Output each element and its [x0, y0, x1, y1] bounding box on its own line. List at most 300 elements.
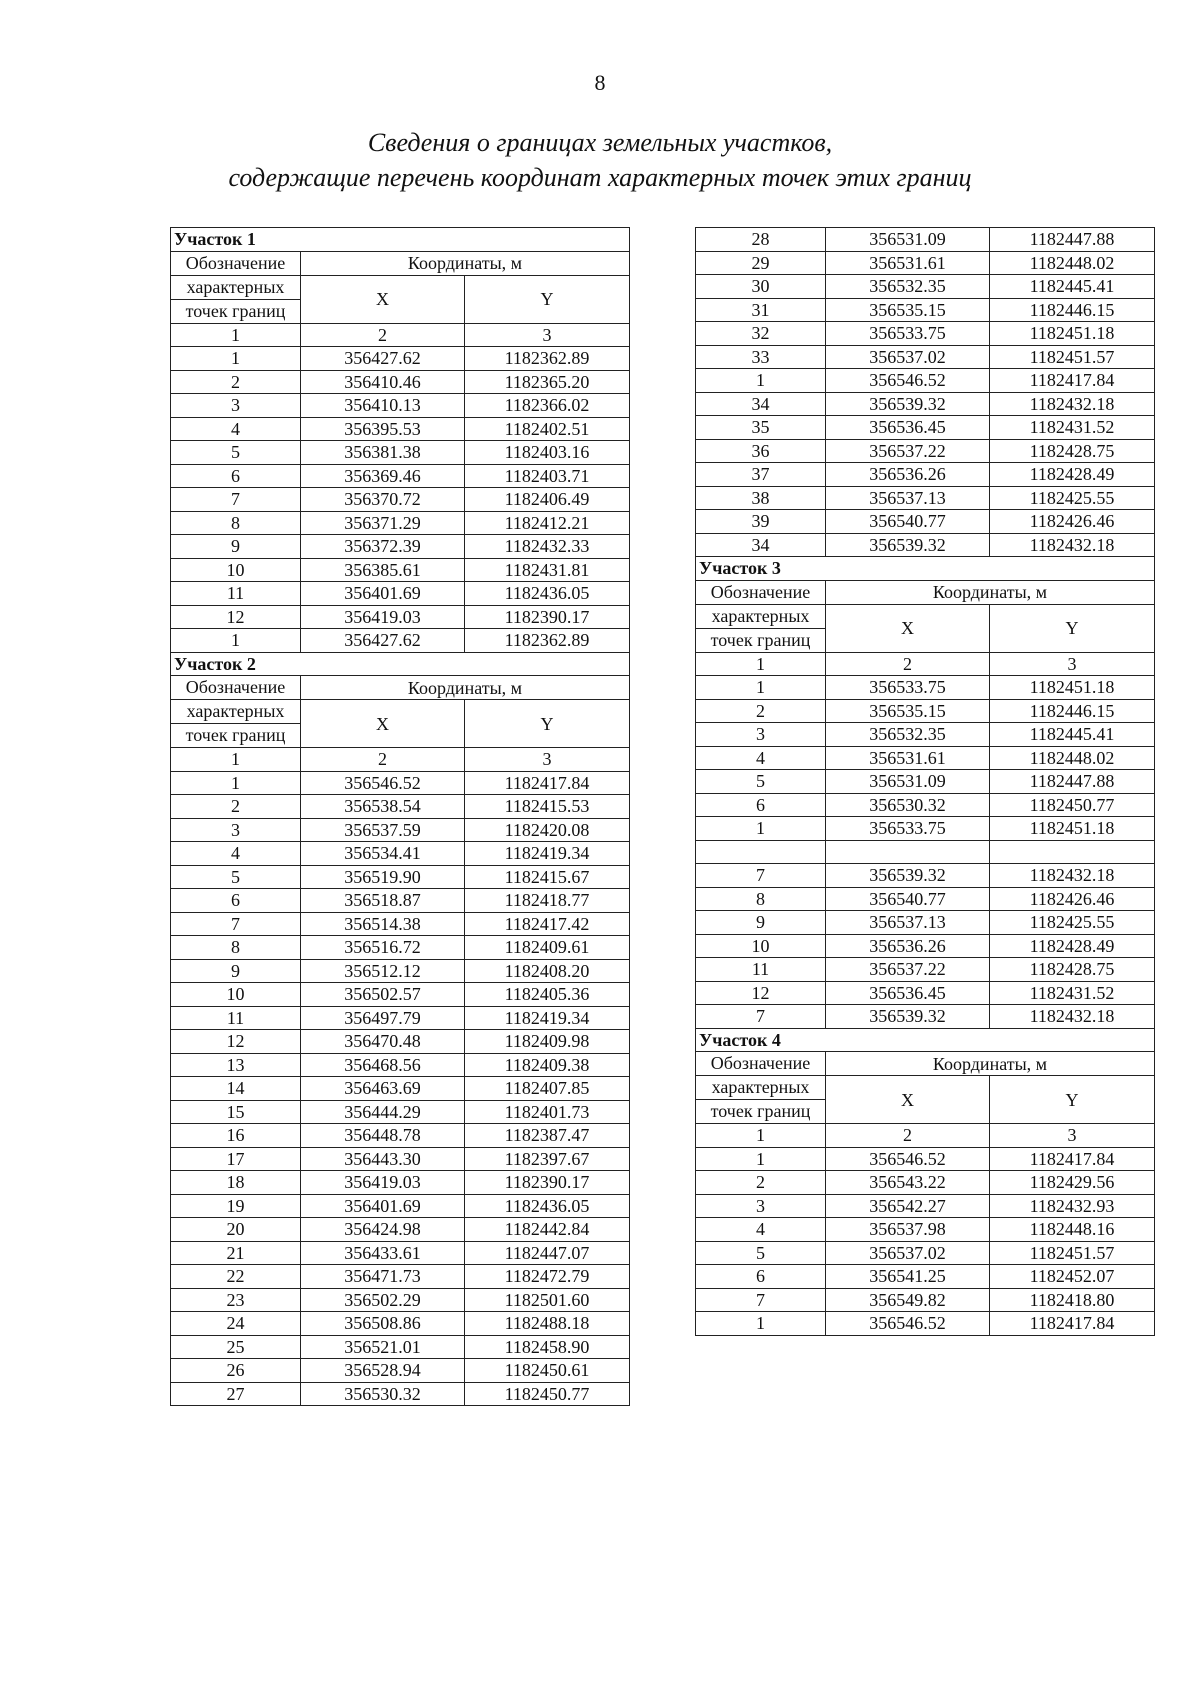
- table-row: [696, 228, 1155, 252]
- y-coordinate-cell: 1182417.42: [465, 912, 630, 936]
- x-coordinate-cell: 356516.72: [301, 936, 465, 960]
- table-row: [696, 746, 1155, 770]
- x-column-header: X: [301, 275, 465, 323]
- point-number-cell: 20: [171, 1218, 301, 1242]
- point-number-cell: 39: [696, 510, 826, 534]
- section-row: [171, 228, 630, 252]
- y-coordinate-cell: 1182362.89: [465, 629, 630, 653]
- x-coordinate-cell: 356433.61: [301, 1241, 465, 1265]
- x-coordinate-cell: 356468.56: [301, 1053, 465, 1077]
- point-number-cell: 22: [171, 1265, 301, 1289]
- x-coordinate-cell: 356543.22: [826, 1171, 990, 1195]
- x-coordinate-cell: 356424.98: [301, 1218, 465, 1242]
- y-coordinate-cell: 1182445.41: [990, 723, 1155, 747]
- x-coordinate-cell: 356370.72: [301, 488, 465, 512]
- point-number-cell: 2: [696, 699, 826, 723]
- y-coordinate-cell: 1182417.84: [465, 771, 630, 795]
- x-coordinate-cell: 356443.30: [301, 1147, 465, 1171]
- section-row: [696, 1028, 1155, 1052]
- y-coordinate-cell: 1182447.88: [990, 770, 1155, 794]
- x-coordinate-cell: 356444.29: [301, 1100, 465, 1124]
- x-coordinate-cell: 356537.02: [826, 1241, 990, 1265]
- point-number-cell: 11: [171, 1006, 301, 1030]
- table-row: [171, 582, 630, 606]
- point-number-cell: 10: [171, 558, 301, 582]
- x-coordinate-cell: 356401.69: [301, 1194, 465, 1218]
- table-row: [171, 558, 630, 582]
- x-coordinate-cell: 356536.26: [826, 934, 990, 958]
- x-coordinate-cell: 356371.29: [301, 511, 465, 535]
- y-coordinate-cell: 1182451.57: [990, 1241, 1155, 1265]
- table-row: [171, 1359, 630, 1383]
- x-coordinate-cell: 356463.69: [301, 1077, 465, 1101]
- table-row: [171, 771, 630, 795]
- x-coordinate-cell: 356518.87: [301, 889, 465, 913]
- table-row: [171, 1147, 630, 1171]
- y-coordinate-cell: 1182488.18: [465, 1312, 630, 1336]
- coordinates-header: Координаты, м: [301, 251, 630, 275]
- designation-header-line-3: точек границ: [696, 1100, 826, 1124]
- y-coordinate-cell: 1182409.98: [465, 1030, 630, 1054]
- point-number-cell: 9: [171, 535, 301, 559]
- point-number-cell: 9: [171, 959, 301, 983]
- column-number-1: 1: [171, 748, 301, 772]
- y-coordinate-cell: 1182451.18: [990, 817, 1155, 841]
- x-column-header: X: [301, 700, 465, 748]
- column-number-1: 1: [171, 323, 301, 347]
- y-coordinate-cell: 1182428.75: [990, 958, 1155, 982]
- y-coordinate-cell: 1182417.84: [990, 1147, 1155, 1171]
- table-row: [171, 347, 630, 371]
- table-row: [171, 1077, 630, 1101]
- x-coordinate-cell: 356537.02: [826, 345, 990, 369]
- designation-header-line-2: характерных: [696, 1076, 826, 1100]
- point-number-cell: 3: [696, 723, 826, 747]
- table-row: [171, 1030, 630, 1054]
- point-number-cell: 11: [696, 958, 826, 982]
- section-row: [696, 557, 1155, 581]
- header-row: [171, 251, 630, 275]
- x-coordinate-cell: 356502.57: [301, 983, 465, 1007]
- header-row: [696, 604, 1155, 628]
- table-row: [696, 1265, 1155, 1289]
- point-number-cell: 7: [696, 1005, 826, 1029]
- point-number-cell: 7: [171, 488, 301, 512]
- x-coordinate-cell: 356537.22: [826, 439, 990, 463]
- column-number-2: 2: [826, 1124, 990, 1148]
- y-coordinate-cell: 1182362.89: [465, 347, 630, 371]
- designation-header-line-1: Обозначение: [696, 580, 826, 604]
- point-number-cell: 1: [171, 347, 301, 371]
- point-number-cell: 34: [696, 533, 826, 557]
- x-coordinate-cell: 356531.09: [826, 770, 990, 794]
- y-coordinate-cell: 1182432.18: [990, 533, 1155, 557]
- point-number-cell: 5: [696, 770, 826, 794]
- point-number-cell: 19: [171, 1194, 301, 1218]
- document-title-line-1: Сведения о границах земельных участков,: [367, 128, 833, 157]
- x-coordinate-cell: 356535.15: [826, 699, 990, 723]
- table-row: [171, 1241, 630, 1265]
- table-row: [696, 275, 1155, 299]
- document-title-line-2: содержащие перечень координат характерных точек этих границ: [228, 163, 972, 192]
- point-number-cell: 12: [171, 1030, 301, 1054]
- point-number-cell: 8: [171, 936, 301, 960]
- y-coordinate-cell: 1182432.18: [990, 1005, 1155, 1029]
- point-number-cell: 1: [171, 771, 301, 795]
- y-coordinate-cell: 1182452.07: [990, 1265, 1155, 1289]
- y-coordinate-cell: 1182415.67: [465, 865, 630, 889]
- y-coordinate-cell: 1182365.20: [465, 370, 630, 394]
- x-coordinate-cell: 356537.59: [301, 818, 465, 842]
- x-coordinate-cell: 356539.32: [826, 533, 990, 557]
- y-coordinate-cell: 1182458.90: [465, 1335, 630, 1359]
- table-row: [171, 629, 630, 653]
- column-number-3: 3: [465, 323, 630, 347]
- designation-header-line-3: точек границ: [696, 628, 826, 652]
- table-row: [696, 1288, 1155, 1312]
- point-number-cell: 4: [171, 842, 301, 866]
- point-number-cell: 6: [171, 464, 301, 488]
- coordinates-header: Координаты, м: [301, 676, 630, 700]
- x-coordinate-cell: 356532.35: [826, 275, 990, 299]
- x-coordinate-cell: 356534.41: [301, 842, 465, 866]
- y-coordinate-cell: 1182451.18: [990, 322, 1155, 346]
- column-number-1: 1: [696, 652, 826, 676]
- y-coordinate-cell: 1182445.41: [990, 275, 1155, 299]
- column-number-row: [696, 652, 1155, 676]
- table-row: [171, 464, 630, 488]
- x-coordinate-cell: 356546.52: [826, 369, 990, 393]
- y-coordinate-cell: 1182401.73: [465, 1100, 630, 1124]
- point-number-cell: 2: [696, 1171, 826, 1195]
- point-number-cell: 6: [696, 793, 826, 817]
- section-title: Участок 4: [696, 1028, 1155, 1052]
- point-number-cell: 10: [171, 983, 301, 1007]
- y-coordinate-cell: 1182403.16: [465, 441, 630, 465]
- y-coordinate-cell: 1182428.75: [990, 439, 1155, 463]
- point-number-cell: 1: [696, 1147, 826, 1171]
- header-row: [696, 580, 1155, 604]
- x-coordinate-cell: 356521.01: [301, 1335, 465, 1359]
- table-row: [171, 1218, 630, 1242]
- table-row: [696, 1005, 1155, 1029]
- table-row: [171, 1194, 630, 1218]
- coordinates-table-left: [170, 227, 630, 1406]
- x-coordinate-cell: 356531.61: [826, 251, 990, 275]
- column-number-row: [696, 1124, 1155, 1148]
- x-coordinate-cell: 356448.78: [301, 1124, 465, 1148]
- x-coordinate-cell: 356537.98: [826, 1218, 990, 1242]
- table-row: [696, 699, 1155, 723]
- point-number-cell: 2: [171, 795, 301, 819]
- table-row: [171, 370, 630, 394]
- point-number-cell: 36: [696, 439, 826, 463]
- x-coordinate-cell: 356471.73: [301, 1265, 465, 1289]
- column-number-2: 2: [301, 748, 465, 772]
- table-row: [171, 605, 630, 629]
- table-row: [171, 394, 630, 418]
- y-coordinate-cell: 1182402.51: [465, 417, 630, 441]
- table-row: [696, 345, 1155, 369]
- table-row: [171, 842, 630, 866]
- table-row: [696, 1147, 1155, 1171]
- x-coordinate-cell: 356541.25: [826, 1265, 990, 1289]
- point-number-cell: 8: [696, 887, 826, 911]
- table-row: [171, 1006, 630, 1030]
- y-coordinate-cell: 1182390.17: [465, 605, 630, 629]
- y-coordinate-cell: 1182447.88: [990, 228, 1155, 252]
- table-row: [171, 488, 630, 512]
- y-coordinate-cell: 1182420.08: [465, 818, 630, 842]
- x-coordinate-cell: 356537.13: [826, 486, 990, 510]
- y-coordinate-cell: 1182432.18: [990, 864, 1155, 888]
- point-number-cell: 11: [171, 582, 301, 606]
- x-coordinate-cell: 356401.69: [301, 582, 465, 606]
- x-coordinate-cell: 356530.32: [826, 793, 990, 817]
- point-number-cell: 21: [171, 1241, 301, 1265]
- page-number: 8: [594, 70, 606, 95]
- coordinates-header: Координаты, м: [826, 1052, 1155, 1076]
- column-number-3: 3: [465, 748, 630, 772]
- y-coordinate-cell: 1182429.56: [990, 1171, 1155, 1195]
- y-coordinate-cell: 1182472.79: [465, 1265, 630, 1289]
- point-number-cell: 17: [171, 1147, 301, 1171]
- y-coordinate-cell: 1182447.07: [465, 1241, 630, 1265]
- point-number-cell: 14: [171, 1077, 301, 1101]
- point-number-cell: 28: [696, 228, 826, 252]
- y-coordinate-cell: 1182428.49: [990, 463, 1155, 487]
- y-coordinate-cell: 1182409.61: [465, 936, 630, 960]
- designation-header-line-3: точек границ: [171, 724, 301, 748]
- point-number-cell: 7: [696, 1288, 826, 1312]
- point-number-cell: 7: [171, 912, 301, 936]
- table-row: [171, 1265, 630, 1289]
- table-row: [171, 1312, 630, 1336]
- point-number-cell: 4: [171, 417, 301, 441]
- table-row: [171, 1335, 630, 1359]
- table-row: [696, 1194, 1155, 1218]
- y-coordinate-cell: 1182446.15: [990, 699, 1155, 723]
- point-number-cell: 1: [171, 629, 301, 653]
- designation-header-line-2: характерных: [171, 700, 301, 724]
- column-number-3: 3: [990, 652, 1155, 676]
- x-coordinate-cell: 356542.27: [826, 1194, 990, 1218]
- y-coordinate-cell: 1182425.55: [990, 911, 1155, 935]
- point-number-cell: 29: [696, 251, 826, 275]
- x-coordinate-cell: 356497.79: [301, 1006, 465, 1030]
- y-coordinate-cell: 1182409.38: [465, 1053, 630, 1077]
- x-coordinate-cell: 356538.54: [301, 795, 465, 819]
- x-coordinate-cell: 356533.75: [826, 322, 990, 346]
- designation-header-line-2: характерных: [171, 275, 301, 299]
- point-number-cell: 12: [696, 981, 826, 1005]
- point-number-cell: 26: [171, 1359, 301, 1383]
- y-coordinate-cell: 1182397.67: [465, 1147, 630, 1171]
- point-number-cell: 10: [696, 934, 826, 958]
- point-number-cell: 33: [696, 345, 826, 369]
- point-number-cell: 2: [171, 370, 301, 394]
- point-number-cell: 30: [696, 275, 826, 299]
- point-number-cell: 27: [171, 1382, 301, 1406]
- x-coordinate-cell: 356385.61: [301, 558, 465, 582]
- y-coordinate-cell: 1182417.84: [990, 1312, 1155, 1336]
- y-coordinate-cell: 1182436.05: [465, 582, 630, 606]
- y-coordinate-cell: 1182419.34: [465, 1006, 630, 1030]
- x-coordinate-cell: 356533.75: [826, 676, 990, 700]
- x-coordinate-cell: 356533.75: [826, 817, 990, 841]
- y-coordinate-cell: 1182431.52: [990, 416, 1155, 440]
- blank-cell: [990, 840, 1155, 864]
- table-row: [171, 889, 630, 913]
- x-coordinate-cell: 356508.86: [301, 1312, 465, 1336]
- y-column-header: Y: [465, 275, 630, 323]
- point-number-cell: 7: [696, 864, 826, 888]
- blank-cell: [826, 840, 990, 864]
- y-column-header: Y: [990, 1076, 1155, 1124]
- coordinates-table-right: [695, 227, 1155, 1336]
- table-row: [696, 723, 1155, 747]
- y-coordinate-cell: 1182418.77: [465, 889, 630, 913]
- x-coordinate-cell: 356419.03: [301, 605, 465, 629]
- header-row: [696, 1052, 1155, 1076]
- y-coordinate-cell: 1182405.36: [465, 983, 630, 1007]
- y-coordinate-cell: 1182417.84: [990, 369, 1155, 393]
- point-number-cell: 18: [171, 1171, 301, 1195]
- table-row: [171, 441, 630, 465]
- table-row: [696, 934, 1155, 958]
- section-title: Участок 3: [696, 557, 1155, 581]
- column-number-3: 3: [990, 1124, 1155, 1148]
- table-row: [171, 818, 630, 842]
- x-coordinate-cell: 356514.38: [301, 912, 465, 936]
- column-number-row: [171, 323, 630, 347]
- y-coordinate-cell: 1182415.53: [465, 795, 630, 819]
- designation-header-line-1: Обозначение: [171, 251, 301, 275]
- point-number-cell: 31: [696, 298, 826, 322]
- point-number-cell: 6: [171, 889, 301, 913]
- table-row: [696, 887, 1155, 911]
- y-coordinate-cell: 1182407.85: [465, 1077, 630, 1101]
- y-coordinate-cell: 1182426.46: [990, 510, 1155, 534]
- table-row: [696, 958, 1155, 982]
- column-number-row: [171, 748, 630, 772]
- point-number-cell: 9: [696, 911, 826, 935]
- y-coordinate-cell: 1182432.18: [990, 392, 1155, 416]
- table-row: [171, 1382, 630, 1406]
- x-coordinate-cell: 356546.52: [826, 1147, 990, 1171]
- y-coordinate-cell: 1182446.15: [990, 298, 1155, 322]
- x-coordinate-cell: 356381.38: [301, 441, 465, 465]
- table-row: [696, 298, 1155, 322]
- point-number-cell: 4: [696, 1218, 826, 1242]
- point-number-cell: 23: [171, 1288, 301, 1312]
- x-coordinate-cell: 356537.22: [826, 958, 990, 982]
- y-coordinate-cell: 1182418.80: [990, 1288, 1155, 1312]
- x-coordinate-cell: 356540.77: [826, 887, 990, 911]
- x-coordinate-cell: 356395.53: [301, 417, 465, 441]
- y-coordinate-cell: 1182432.33: [465, 535, 630, 559]
- blank-cell: [696, 840, 826, 864]
- header-row: [171, 700, 630, 724]
- point-number-cell: 3: [171, 818, 301, 842]
- point-number-cell: 5: [696, 1241, 826, 1265]
- table-row: [696, 817, 1155, 841]
- point-number-cell: 34: [696, 392, 826, 416]
- y-coordinate-cell: 1182501.60: [465, 1288, 630, 1312]
- designation-header-line-3: точек границ: [171, 299, 301, 323]
- y-coordinate-cell: 1182406.49: [465, 488, 630, 512]
- x-column-header: X: [826, 604, 990, 652]
- x-column-header: X: [826, 1076, 990, 1124]
- designation-header-line-1: Обозначение: [171, 676, 301, 700]
- table-row: [696, 676, 1155, 700]
- x-coordinate-cell: 356410.46: [301, 370, 465, 394]
- table-row: [696, 439, 1155, 463]
- x-coordinate-cell: 356549.82: [826, 1288, 990, 1312]
- y-coordinate-cell: 1182450.77: [990, 793, 1155, 817]
- point-number-cell: 5: [171, 441, 301, 465]
- point-number-cell: 5: [171, 865, 301, 889]
- table-row: [696, 1171, 1155, 1195]
- table-row: [171, 983, 630, 1007]
- x-coordinate-cell: 356427.62: [301, 629, 465, 653]
- table-row: [171, 959, 630, 983]
- y-coordinate-cell: 1182448.02: [990, 746, 1155, 770]
- x-coordinate-cell: 356536.45: [826, 981, 990, 1005]
- table-row: [696, 1218, 1155, 1242]
- designation-header-line-1: Обозначение: [696, 1052, 826, 1076]
- x-coordinate-cell: 356546.52: [826, 1312, 990, 1336]
- point-number-cell: 38: [696, 486, 826, 510]
- table-row: [696, 1241, 1155, 1265]
- y-column-header: Y: [990, 604, 1155, 652]
- y-coordinate-cell: 1182451.57: [990, 345, 1155, 369]
- y-coordinate-cell: 1182436.05: [465, 1194, 630, 1218]
- table-row: [696, 251, 1155, 275]
- table-row: [696, 864, 1155, 888]
- section-title: Участок 2: [171, 652, 630, 676]
- x-coordinate-cell: 356372.39: [301, 535, 465, 559]
- x-coordinate-cell: 356528.94: [301, 1359, 465, 1383]
- x-coordinate-cell: 356530.32: [301, 1382, 465, 1406]
- x-coordinate-cell: 356536.45: [826, 416, 990, 440]
- table-row: [696, 322, 1155, 346]
- point-number-cell: 8: [171, 511, 301, 535]
- column-number-1: 1: [696, 1124, 826, 1148]
- x-coordinate-cell: 356535.15: [826, 298, 990, 322]
- y-coordinate-cell: 1182412.21: [465, 511, 630, 535]
- table-row: [696, 1312, 1155, 1336]
- point-number-cell: 12: [171, 605, 301, 629]
- y-coordinate-cell: 1182431.52: [990, 981, 1155, 1005]
- y-coordinate-cell: 1182390.17: [465, 1171, 630, 1195]
- x-coordinate-cell: 356512.12: [301, 959, 465, 983]
- table-row: [696, 463, 1155, 487]
- table-row: [696, 793, 1155, 817]
- column-number-2: 2: [301, 323, 465, 347]
- section-title: Участок 1: [171, 228, 630, 252]
- x-coordinate-cell: 356427.62: [301, 347, 465, 371]
- header-row: [171, 676, 630, 700]
- table-row: [171, 1100, 630, 1124]
- point-number-cell: 16: [171, 1124, 301, 1148]
- table-row: [696, 770, 1155, 794]
- header-row: [696, 1076, 1155, 1100]
- point-number-cell: 32: [696, 322, 826, 346]
- table-row: [696, 486, 1155, 510]
- point-number-cell: 13: [171, 1053, 301, 1077]
- point-number-cell: 3: [171, 394, 301, 418]
